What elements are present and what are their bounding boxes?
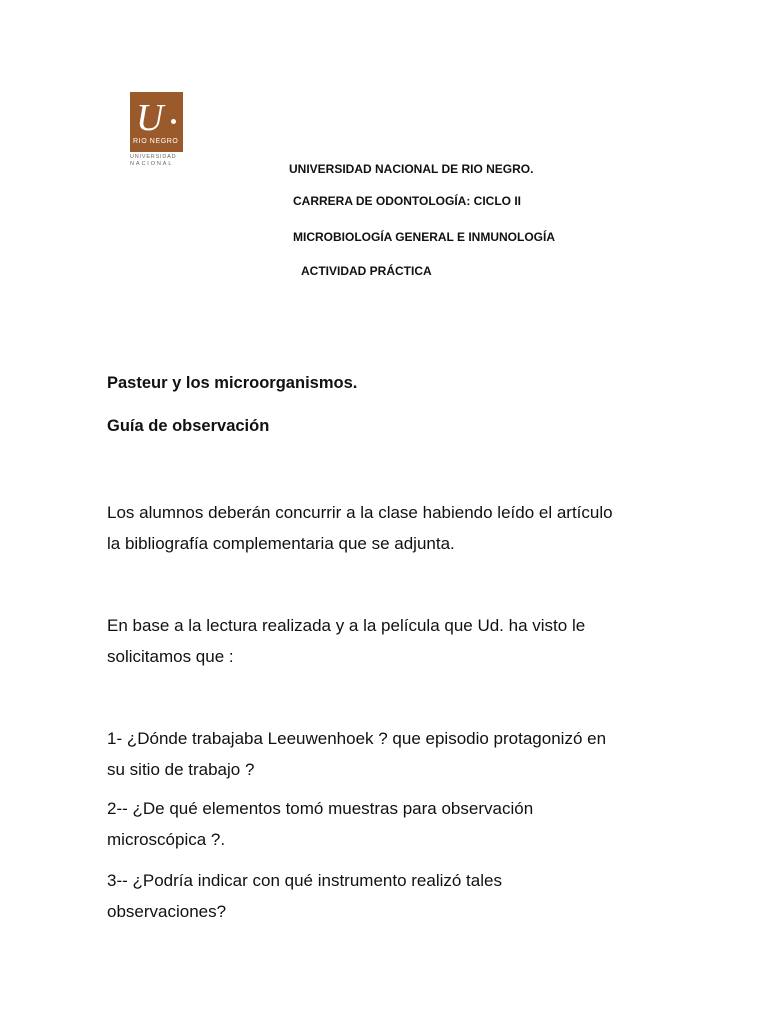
- header-activity: ACTIVIDAD PRÁCTICA: [301, 264, 432, 278]
- intro-line-1: Los alumnos deberán concurrir a la clase habiendo leído el artículo: [107, 503, 613, 522]
- document-title: Pasteur y los microorganismos.: [107, 374, 358, 392]
- logo-badge: [130, 92, 183, 152]
- question-1: [107, 723, 677, 785]
- question-1-line-1: 1- ¿Dónde trabajaba Leeuwenhoek ? que episodio protagonizó en: [107, 729, 607, 748]
- intro-paragraph: [107, 497, 677, 559]
- question-3-line-1: 3-- ¿Podría indicar con qué instrumento realizó tales: [107, 871, 502, 890]
- guide-title: Guía de observación: [107, 417, 270, 435]
- logo-dot: [171, 119, 176, 124]
- logo-line-2: NACIONAL: [130, 161, 174, 167]
- logo-line-1: UNIVERSIDAD: [130, 154, 177, 160]
- logo-letter: U: [136, 97, 164, 139]
- header-subject: MICROBIOLOGÍA GENERAL E INMUNOLOGÍA: [293, 230, 556, 244]
- question-1-line-2: su sitio de trabajo ?: [107, 760, 255, 779]
- header-career: CARRERA DE ODONTOLOGÍA: CICLO II: [293, 194, 521, 208]
- question-3-line-2: observaciones?: [107, 902, 227, 921]
- intro-line-2: la bibliografía complementaria que se adjunta.: [107, 534, 455, 553]
- university-logo: [130, 92, 183, 174]
- request-line-1: En base a la lectura realizada y a la película que Ud. ha visto le: [107, 616, 586, 635]
- question-2-line-1: 2-- ¿De qué elementos tomó muestras para observación: [107, 799, 534, 818]
- question-2-line-2: microscópica ?.: [107, 830, 226, 849]
- question-2: [107, 793, 677, 855]
- logo-city: RIO NEGRO: [133, 138, 179, 145]
- request-paragraph: [107, 610, 677, 672]
- request-line-2: solicitamos que :: [107, 647, 234, 666]
- question-3: [107, 865, 677, 927]
- header-university: UNIVERSIDAD NACIONAL DE RIO NEGRO.: [289, 162, 534, 176]
